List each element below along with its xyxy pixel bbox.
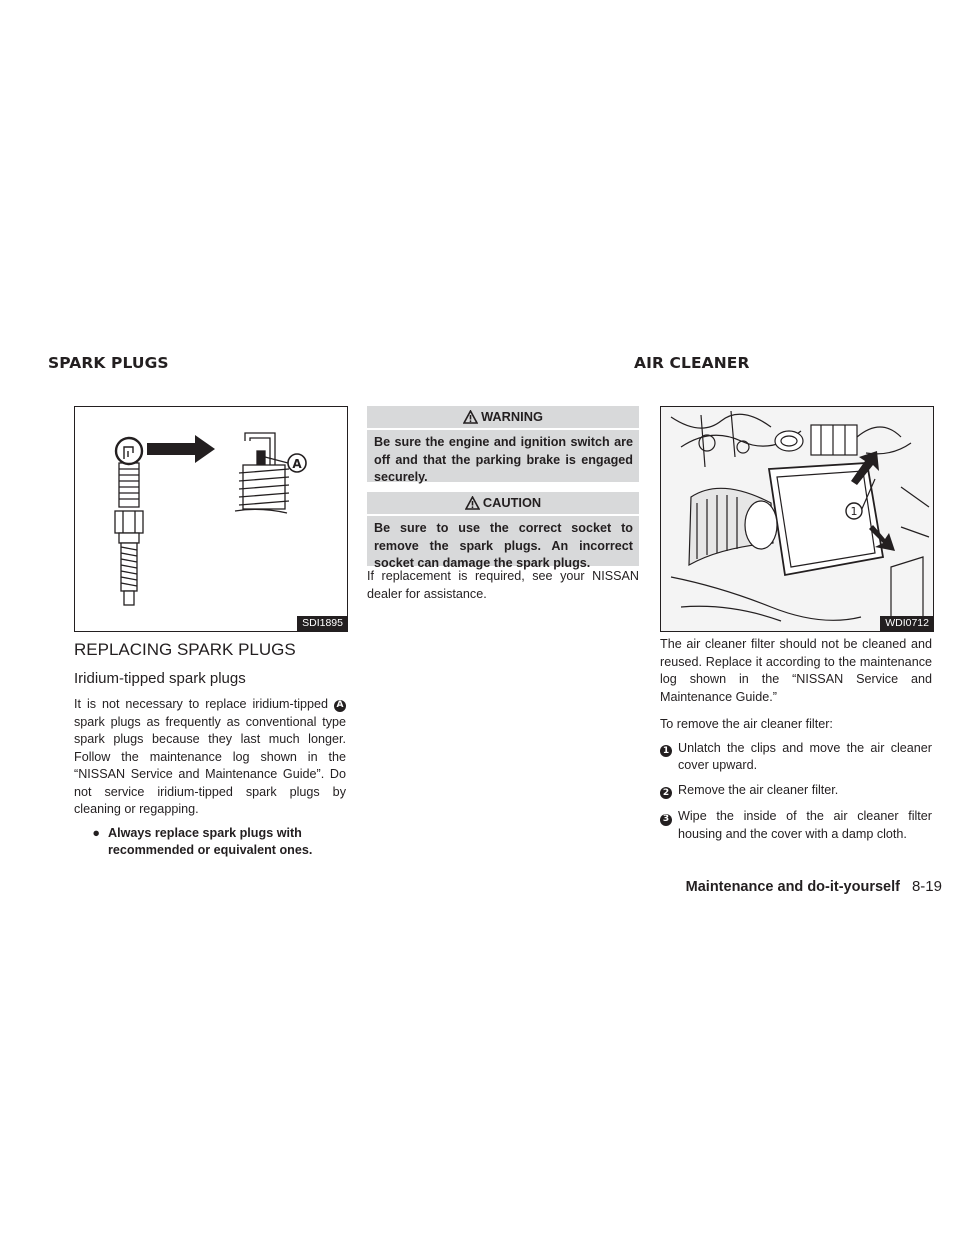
iridium-paragraph: It is not necessary to replace iridium-tipped A spark plugs as frequently as conventional type spark plugs because they last much longer. Follow the maintenance log shown in the “NISSAN Service and Maintenance Guide”. Do not service iridium-tipped spark plugs by cleaning or regapping.: [74, 697, 346, 816]
page-number: 8-19: [911, 878, 942, 895]
step-3-number: 3: [660, 814, 672, 826]
warning-title: WARNING: [367, 406, 639, 428]
callout-a-ref: A: [334, 700, 346, 712]
iridium-subheading: Iridium-tipped spark plugs: [74, 670, 246, 687]
air-cleaner-section: [660, 636, 932, 850]
warning-triangle-icon: [463, 410, 478, 424]
caution-text: Be sure to use the correct socket to remove the spark plugs. An incorrect socket can damage the spark plugs.: [374, 521, 633, 570]
bullet-icon: ●: [92, 825, 100, 840]
step-2-number: 2: [660, 787, 672, 799]
step-3: [660, 808, 932, 843]
replacing-spark-plugs-section: [74, 640, 346, 860]
spark-figure-id: SDI1895: [297, 616, 347, 631]
step-2: [660, 782, 932, 802]
replacing-heading: REPLACING SPARK PLUGS: [74, 640, 296, 659]
step-1-number: 1: [660, 745, 672, 757]
section-heading-air-cleaner: AIR CLEANER: [634, 354, 750, 372]
air-figure-callout: 1: [850, 505, 858, 518]
step-1: [660, 740, 932, 775]
air-figure-id: WDI0712: [880, 616, 933, 631]
page-footer: [590, 878, 942, 895]
warning-box: [367, 406, 639, 482]
bullet-text: Always replace spark plugs with recommended or equivalent ones.: [108, 825, 313, 857]
caution-box: [367, 492, 639, 570]
remove-filter-intro: To remove the air cleaner filter:: [660, 717, 833, 731]
section-heading-spark-plugs: SPARK PLUGS: [48, 354, 169, 372]
air-cleaner-intro: The air cleaner filter should not be cleaned and reused. Replace it according to the maintenance log shown in the “NISSAN Service and Maintenance Guide.”: [660, 637, 932, 704]
replacement-note: If replacement is required, see your NISSAN dealer for assistance.: [367, 569, 639, 601]
caution-triangle-icon: [465, 496, 480, 510]
warning-text: Be sure the engine and ignition switch are off and that the parking brake is engaged securely.: [374, 435, 633, 484]
caution-title: CAUTION: [367, 492, 639, 514]
bullet-item: [74, 825, 346, 860]
engine-bay-illustration: [661, 407, 933, 631]
spark-plug-illustration: [75, 407, 347, 631]
spark-plug-figure: [74, 406, 348, 632]
step-3-text: Wipe the inside of the air cleaner filter housing and the cover with a damp cloth.: [678, 809, 932, 841]
air-cleaner-figure: [660, 406, 934, 632]
spark-figure-callout: A: [292, 457, 302, 471]
step-2-text: Remove the air cleaner filter.: [678, 782, 839, 797]
step-1-text: Unlatch the clips and move the air cleaner cover upward.: [678, 740, 932, 772]
footer-title: Maintenance and do-it-yourself: [685, 879, 900, 895]
